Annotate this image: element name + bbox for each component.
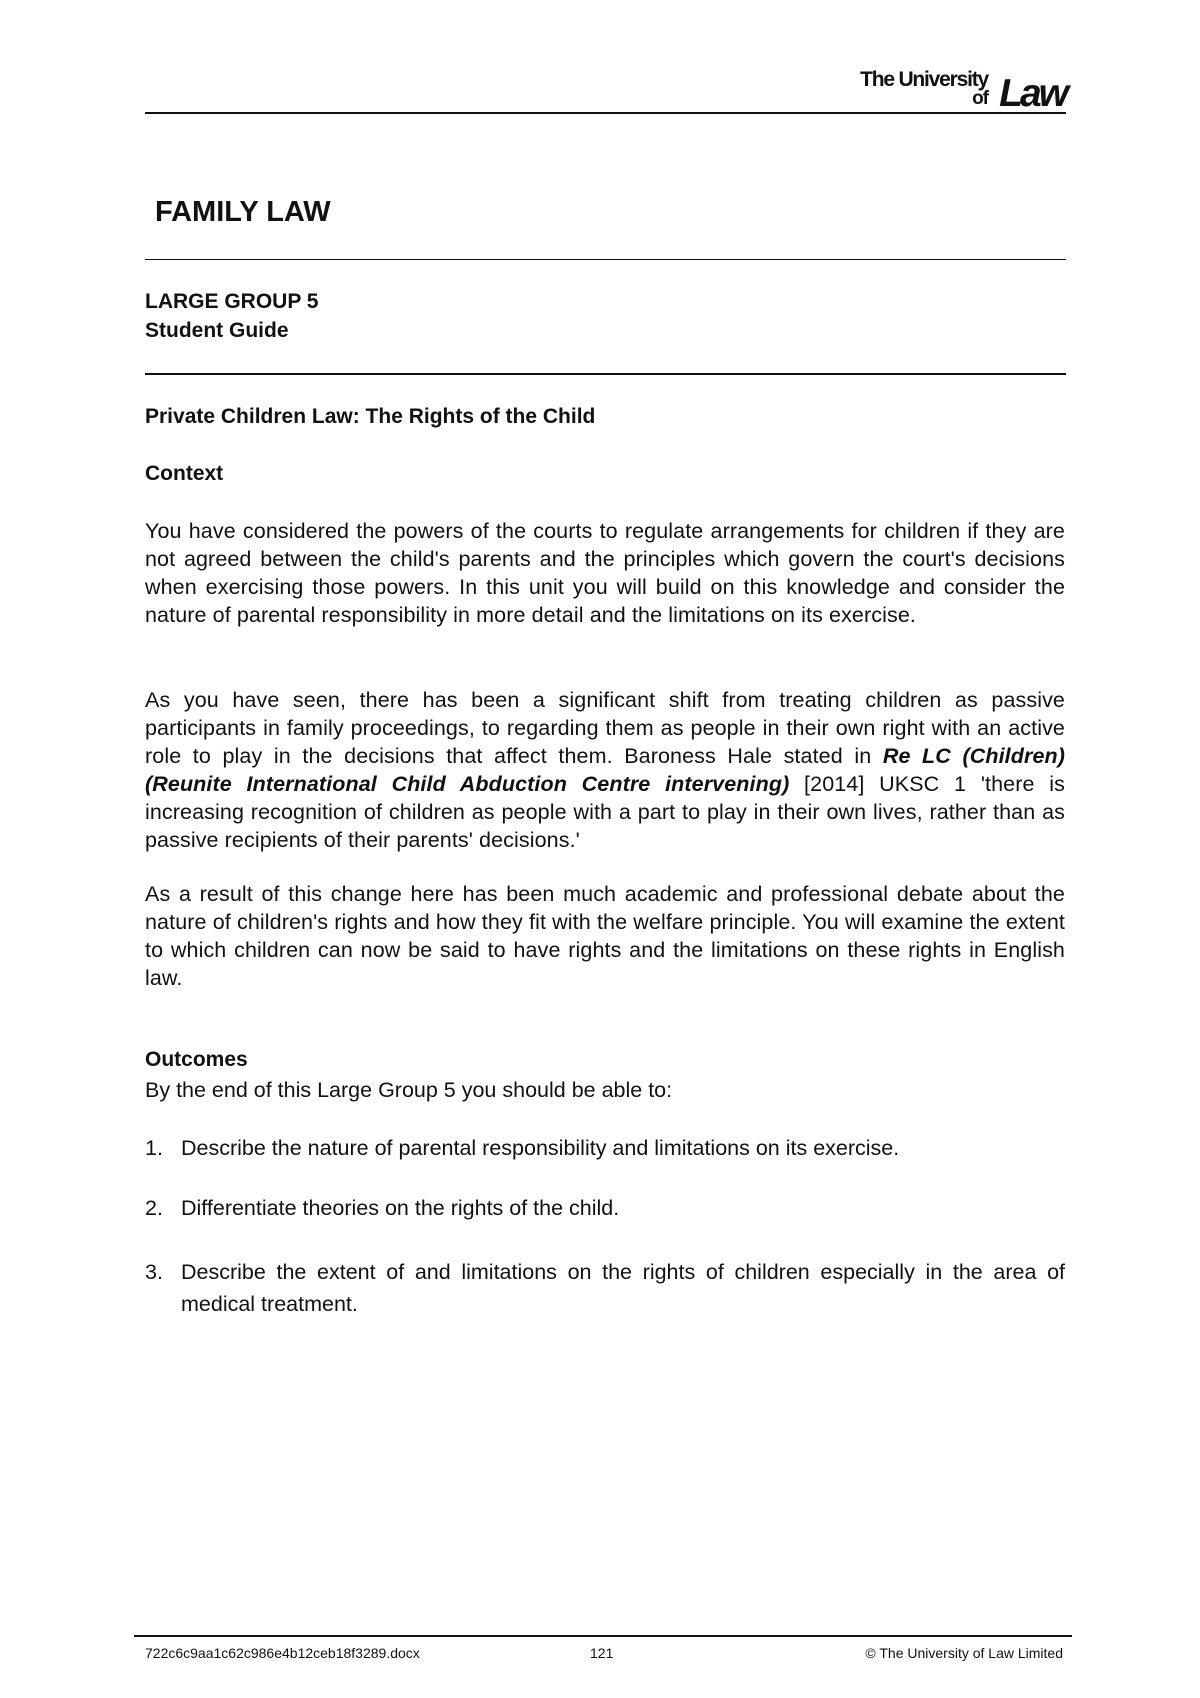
logo-line3: Law [999,72,1066,115]
subtitle-student-guide: Student Guide [145,319,289,342]
outcome-item: Describe the nature of parental responsibility and limitations on its exercise. [181,1136,900,1160]
footer-copyright: © The University of Law Limited [865,1645,1063,1661]
logo-line2: of [972,88,988,109]
case-citation: Re LC (Children) (Reunite International Child Abduction Centre intervening) [145,744,1065,796]
outcomes-heading: Outcomes [145,1048,248,1071]
context-paragraph-1: You have considered the powers of the courts to regulate arrangements for children if they are not agreed between the child's parents and the principles which govern the court's decisions when exercising those powers. In this unit you will build on this knowledge and consider the nature of parental responsibility in more detail and the limitations on its exercise. [145,519,1065,627]
outcomes-intro: By the end of this Large Group 5 you should be able to: [145,1078,673,1102]
paragraph2-text-before: As you have seen, there has been a significant shift from treating children as passive participants in family proceedings, to regarding them as people in their own right with an active role to play in the decisions that affect them. Baroness Hale stated in [145,688,1065,768]
context-paragraph-2 [145,686,1065,854]
header-divider [145,112,1066,114]
outcome-item: Describe the extent of and limitations on the rights of children especially in the area of medical treatment. [181,1260,1065,1316]
document-title: FAMILY LAW [155,196,331,228]
subtitle-divider [145,373,1066,375]
outcome-number: 1. [145,1136,163,1160]
outcome-item: Differentiate theories on the rights of the child. [181,1196,620,1220]
paragraph2-text-after: [2014] UKSC 1 'there is increasing recognition of children as people with a part to play in their own lives, rather than as passive recipients of their parents' decisions.' [145,772,1065,852]
university-logo [860,64,1066,115]
subtitle-large-group: LARGE GROUP 5 [145,290,319,313]
footer-divider [134,1635,1072,1637]
footer-page-number: 121 [590,1645,614,1661]
section-title: Private Children Law: The Rights of the Child [145,405,596,428]
context-heading: Context [145,462,224,485]
logo-line1: The University [860,68,988,91]
footer-filename: 722c6c9aa1c62c986e4b12ceb18f3289.docx [145,1645,420,1661]
outcome-number: 3. [145,1260,163,1284]
context-paragraph-3: As a result of this change here has been much academic and professional debate about the nature of children's rights and how they fit with the welfare principle. You will examine the extent to which children can now be said to have rights and the limitations on these rights in English law. [145,882,1065,990]
title-divider [145,259,1066,260]
outcome-number: 2. [145,1196,163,1220]
